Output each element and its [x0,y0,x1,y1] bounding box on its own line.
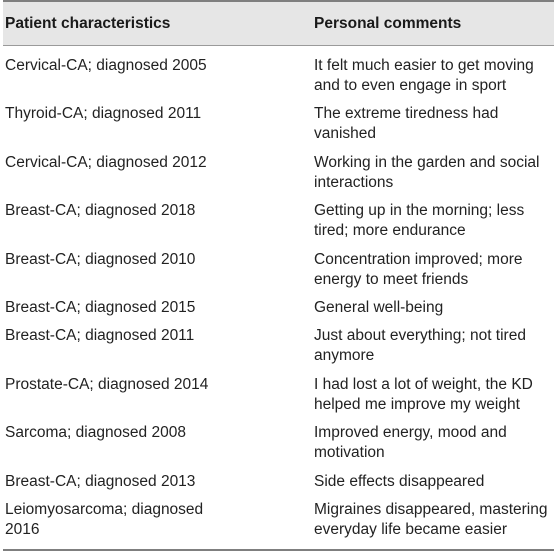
header-personal-comments: Personal comments [314,14,462,32]
patient-characteristics-cell [3,500,310,540]
personal-comment-cell [310,153,554,193]
comment-line: General well-being [314,298,444,316]
table-row [3,201,554,241]
table-row [3,153,554,193]
comment-line: helped me improve my weight [314,395,520,413]
table-row [3,326,554,366]
patient-characteristics-cell: Thyroid-CA; diagnosed 2011 [5,105,202,123]
table-header-row [3,2,554,45]
personal-comment-cell [310,56,554,96]
comment-line: anymore [314,347,375,365]
comment-line: everyday life became easier [314,520,507,538]
comment-line: Getting up in the morning; less [314,202,525,220]
comment-line: motivation [314,444,385,462]
characteristics-line: 2016 [5,520,40,538]
comment-line: Just about everything; not tired [314,327,526,345]
characteristics-line: Leiomyosarcoma; diagnosed [5,500,204,518]
table-row [3,104,554,144]
comment-line: Improved energy, mood and [314,424,507,442]
table-row [3,472,554,492]
personal-comment-cell [310,201,554,241]
personal-comment-cell [310,375,554,415]
personal-comment-cell [310,472,554,492]
table-row [3,375,554,415]
patient-characteristics-cell: Breast-CA; diagnosed 2010 [5,250,196,268]
comment-line: Working in the garden and social [314,153,540,171]
patient-characteristics-cell: Cervical-CA; diagnosed 2005 [5,57,207,74]
patient-characteristics-cell: Breast-CA; diagnosed 2018 [5,202,196,220]
comment-line: Concentration improved; more [314,250,523,268]
patient-characteristics-cell: Breast-CA; diagnosed 2015 [5,298,196,316]
comment-line: I had lost a lot of weight, the KD [314,375,533,393]
comment-line: The extreme tiredness had vanished [314,105,499,143]
table-row [3,56,554,96]
patient-characteristics-cell: Breast-CA; diagnosed 2011 [5,327,195,345]
patient-characteristics-cell: Prostate-CA; diagnosed 2014 [5,375,209,393]
comment-line: energy to meet friends [314,270,469,288]
table-row [3,250,554,290]
personal-comment-cell [310,104,554,144]
comment-line: interactions [314,173,394,191]
comment-line: tired; more endurance [314,222,466,240]
personal-comment-cell [310,500,554,540]
comment-line: and to even engage in sport [314,77,507,94]
table-body [3,46,554,540]
comment-line: Side effects disappeared [314,472,485,490]
personal-comment-cell [310,326,554,366]
personal-comment-cell [310,423,554,463]
table-row [3,423,554,463]
patient-characteristics-cell: Breast-CA; diagnosed 2013 [5,472,196,490]
table-row [3,298,554,318]
comment-line: Migraines disappeared, mastering [314,500,548,518]
patient-characteristics-cell: Cervical-CA; diagnosed 2012 [5,153,207,171]
personal-comment-cell [310,250,554,290]
patient-characteristics-cell: Sarcoma; diagnosed 2008 [5,424,186,442]
header-patient-characteristics: Patient characteristics [5,14,171,32]
comments-table [3,0,554,551]
table-row [3,500,554,540]
personal-comment-cell [310,298,554,318]
comment-line: It felt much easier to get moving [314,57,534,74]
